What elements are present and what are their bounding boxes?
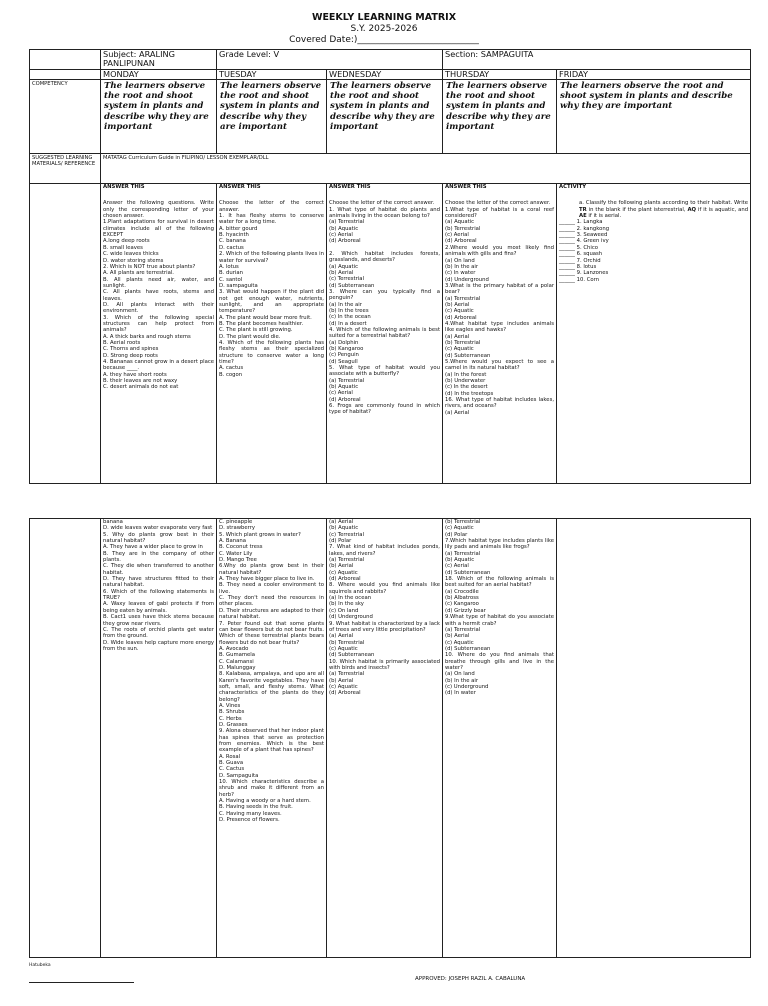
thursday-heading: ANSWER THIS [445, 184, 487, 190]
tuesday-content-2: C. pineapple D. strawberry 5. Which plant grows in water? A. Banana B. Coconut tress C. Water Lily D. Mango Tree 6.Why do plants grow best in their natural habitat? A. They have bigger place to live in. B. They need a cooler environment to live. C. They don't need the resources in other places. D. Their structures are adapted to their natural habitat. 7. Peter found out that some plants can bear flowers but do not bear fruits. Which of these terrestrial plants bears flowers but do not bear fruits? A. Avocado B. Gumamela C. Calamansi D. Malunggay 8. Kalabasa, ampalaya, and upo are all Karen's favorite vegetables. They have soft, small, and fleshy stems. What characteristics of the plants do they belong? A. Vines B. Shrubs C. Herbs D. Grasses 9. Alona observed that her indoor plant has spines that serve as protection from enemies. Which is the best example of a plant that has spines? A. Rosal B. Guava C. Cactus D. Sampaguita 10. Which characteristics describe a shrub and make it different from an herb? A. Having a woody or a hard stem. B. Having seeds in the fruit. C. Having many leaves. D. Presence of flowers. [217, 519, 327, 958]
day-wednesday: WEDNESDAY [327, 70, 443, 80]
day-monday: MONDAY [101, 70, 217, 80]
covered-date: Covered Date:)___________________________ [289, 35, 479, 45]
approved-by: APPROVED: JOSEPH RAZIL A. CABALUNA [415, 976, 526, 982]
subject-cell: Subject: ARALING PANLIPUNAN [101, 50, 217, 70]
day-friday: FRIDAY [557, 70, 751, 80]
tuesday-content [217, 184, 327, 484]
friday-content-2 [557, 519, 751, 958]
activity-item: ______ 1. Langka [559, 219, 603, 226]
day-thursday: THURSDAY [443, 70, 557, 80]
blank-day-corner [30, 70, 101, 80]
monday-content-2: banana D. wide leaves water evaporate very fast 5. Why do plants grow best in their natural habitat? A. They have a wider place to grow in B. They are in the company of other plants. C. They die when transferred to another habitat. D. They have structures fitted to their natural habitat. 6. Which of the following statements is TRUE? A. Waxy leaves of gabi protects if from being eaten by animals. B. Cact1 uses have thick stems because they grow near rivers. C. The roots of orchid plants get water from the ground. D. Wide leaves help capture more energy from the sun. [101, 519, 217, 958]
wednesday-content-2: (a) Aerial (b) Aquatic (c) Terrestrial (d) Polar 7. What kind of habitat includes ponds, lakes, and rivers? (a) Terrestrial (b) Aerial (c) Aquatic (d) Arboreal 8. Where would you find animals like squirrels and rabbits? (a) In the ocean (b) In the sky (c) On land (d) Underground 9. What habitat is characterized by a lack of trees and very little precipitation? (a) Aerial (b) Terrestrial (c) Aquatic (d) Subterranean 10. Which habitat is primarily associated with birds and insects? (a) Terrestrial (b) Aerial (c) Aquatic (d) Arboreal [327, 519, 443, 958]
wednesday-heading: ANSWER THIS [329, 184, 371, 190]
wednesday-questions-2: 2. Which habitat includes forests, grasslands, and deserts? (a) Aquatic (b) Aerial (c) Terrestrial (d) Subterranean 3. Where can you typically find a penguin? (a) In the air (b) In the trees (c) In the ocean (d) In a desert 4. Which of the following animals is best suited for a terrestrial habitat? (a) Dolphin (b) Kangaroo (c) Penguin (d) Seagull 5. What type of habitat would you associate with a butterfly? (a) Terrestrial (b) Aquatic (c) Aerial (d) Arboreal 6. Frogs are commonly found in which type of habitat? [329, 250, 441, 416]
friday-content [557, 184, 751, 484]
footer-label: Hatubeka [29, 963, 51, 968]
competency-label: COMPETENCY [30, 80, 101, 154]
signature-line [29, 975, 134, 983]
matrix-table-page1 [29, 49, 751, 484]
tuesday-heading: ANSWER THIS [219, 184, 261, 190]
monday-content [101, 184, 217, 484]
wednesday-content [327, 184, 443, 484]
activity-item: ______ 5. Chico [559, 244, 599, 251]
materials-text: MATATAG Curriculum Guide in FILIPINO/ LESSON EXEMPLAR/DLL [101, 154, 751, 184]
blank-label-cell [30, 519, 101, 958]
grade-cell: Grade Level: V [217, 50, 443, 70]
materials-label: SUGGESTED LEARNING MATERIALS/ REFERENCE [30, 154, 101, 184]
activity-item: ______ 6. squash [559, 251, 603, 258]
blank-answer-label [30, 184, 101, 484]
activity-item: ______ 3. Seaweed [559, 232, 608, 239]
friday-item-list [559, 219, 748, 282]
competency-friday: The learners observe the root and shoot system in plants and describe why they are important [557, 80, 751, 154]
school-year: S.Y. 2025-2026 [350, 24, 418, 34]
monday-questions: Answer the following questions. Write only the corresponding letter of your chosen answer. 1.Plant adaptations for survival in desert climates include all of the following EXCEPT A.long deep roots B. small leaves C. wide leaves thicks D. water storing stems 2. Which is NOT true about plants? A. All plants are terrestrial. B. All plants need air, water, and sunlight. C. All plants have roots, stems and leaves. D. All plants interact with their environment. 3. Which of the following special structures can help protect from animals? A. A thick barks and rough stems B. Aerial roots C. Thorns and spines D. Strong deep roots 4. Bananas cannot grow in a desert place because ____. A. they have short roots B. their leaves are not waxy C. desert animals do not eat [103, 200, 214, 391]
thursday-questions: Choose the letter of the correct answer. 1.What type of habitat is a coral reef considered? (a) Aquatic (b) Terrestrial (c) Aerial (d) Arboreal 2.Where would you most likely find animals with gills and fins? (a) On land (b) In the air (c) In water (d) Underground 3.What is the primary habitat of a polar bear? (a) Terrestrial (b) Aerial (c) Aquatic (d) Arboreal 4.What habitat type includes animals like eagles and hawks? (a) Aerial (b) Terrestrial (c) Aquatic (d) Subterranean 5.Where would you expect to see a camel in its natural habitat? (a) In the forest (b) Underwater (c) In the desert (d) In the treetops 16. What type of habitat includes lakes, rivers, and oceans? (a) Aerial [445, 200, 555, 416]
competency-monday: The learners observe the root and shoot system in plants and describe why they are important [101, 80, 217, 154]
document-title: WEEKLY LEARNING MATRIX [311, 12, 457, 23]
thursday-content [443, 184, 557, 484]
competency-tuesday: The learners observe the root and shoot system in plants and describe why they are important [217, 80, 327, 154]
wednesday-questions: Choose the letter of the correct answer. 1. What type of habitat do plants and animals living in the ocean belong to? (a) Terrestrial (b) Aquatic (c) Aerial (d) Arboreal [329, 200, 441, 245]
activity-item: ______ 9. Lanzones [559, 270, 609, 277]
competency-thursday: The learners observe the root and shoot system in plants and describe why they are important [443, 80, 557, 154]
activity-item: ______ 10. Corn [559, 276, 600, 283]
thursday-content-2: (b) Terrestrial (c) Aquatic (d) Polar 7.Which habitat type includes plants like lily pads and animals like frogs? (a) Terrestrial (b) Aquatic (c) Aerial (d) Subterranean 18. Which of the following animals is best suited for an aerial habitat? (a) Crocodile (b) Albatross (c) Kangaroo (d) Grizzly bear 9.What type of habitat do you associate with a hermit crab? (a) Terrestrial (b) Aerial (c) Aquatic (d) Subterranean 10. Where do you find animals that breathe through gills and live in the water? (a) On land (b) In the air (c) Underground (d) In water [443, 519, 557, 958]
activity-item: ______ 4. Green ivy [559, 238, 609, 245]
day-tuesday: TUESDAY [217, 70, 327, 80]
activity-item: ______ 8. lotus [559, 263, 597, 270]
activity-item: ______ 7. Orchid [559, 257, 601, 264]
matrix-table-page2 [29, 518, 751, 958]
monday-heading: ANSWER THIS [103, 184, 145, 190]
tuesday-questions: Choose the letter of the correct answer. 1. It has fleshy stems to conserve water for a long time. A. bitter gourd B. hyacinth C. banana D. cactus 2. Which of the following plants lives in water for survival? A. lotus B. durian C. santol D. sampaguita 3. What would happen if the plant did not get enough water, nutrients, sunlight, and an appropriate temperature? A. The plant would bear more fruit. B. The plant becomes healthier. C. The plant is still growing. D. The plant would die. 4. Which of the following plants has fleshy stems as their specialized structure to conserve water a long time? A. cactus B. cogon [219, 200, 324, 378]
document-header [0, 12, 768, 46]
blank-corner [30, 50, 101, 70]
section-cell: Section: SAMPAGUITA [443, 50, 751, 70]
friday-instructions: a. Classify the following plants according to their habitat. Write TR in the blank if the plant isterrestrial, AQ if it is aquatic, and AE if it is aerial. [579, 200, 749, 220]
friday-heading: ACTIVITY [559, 184, 587, 190]
competency-wednesday: The learners observe the root and shoot system in plants and describe why they are important [327, 80, 443, 154]
activity-item: ______ 2. kangkong [559, 225, 610, 232]
